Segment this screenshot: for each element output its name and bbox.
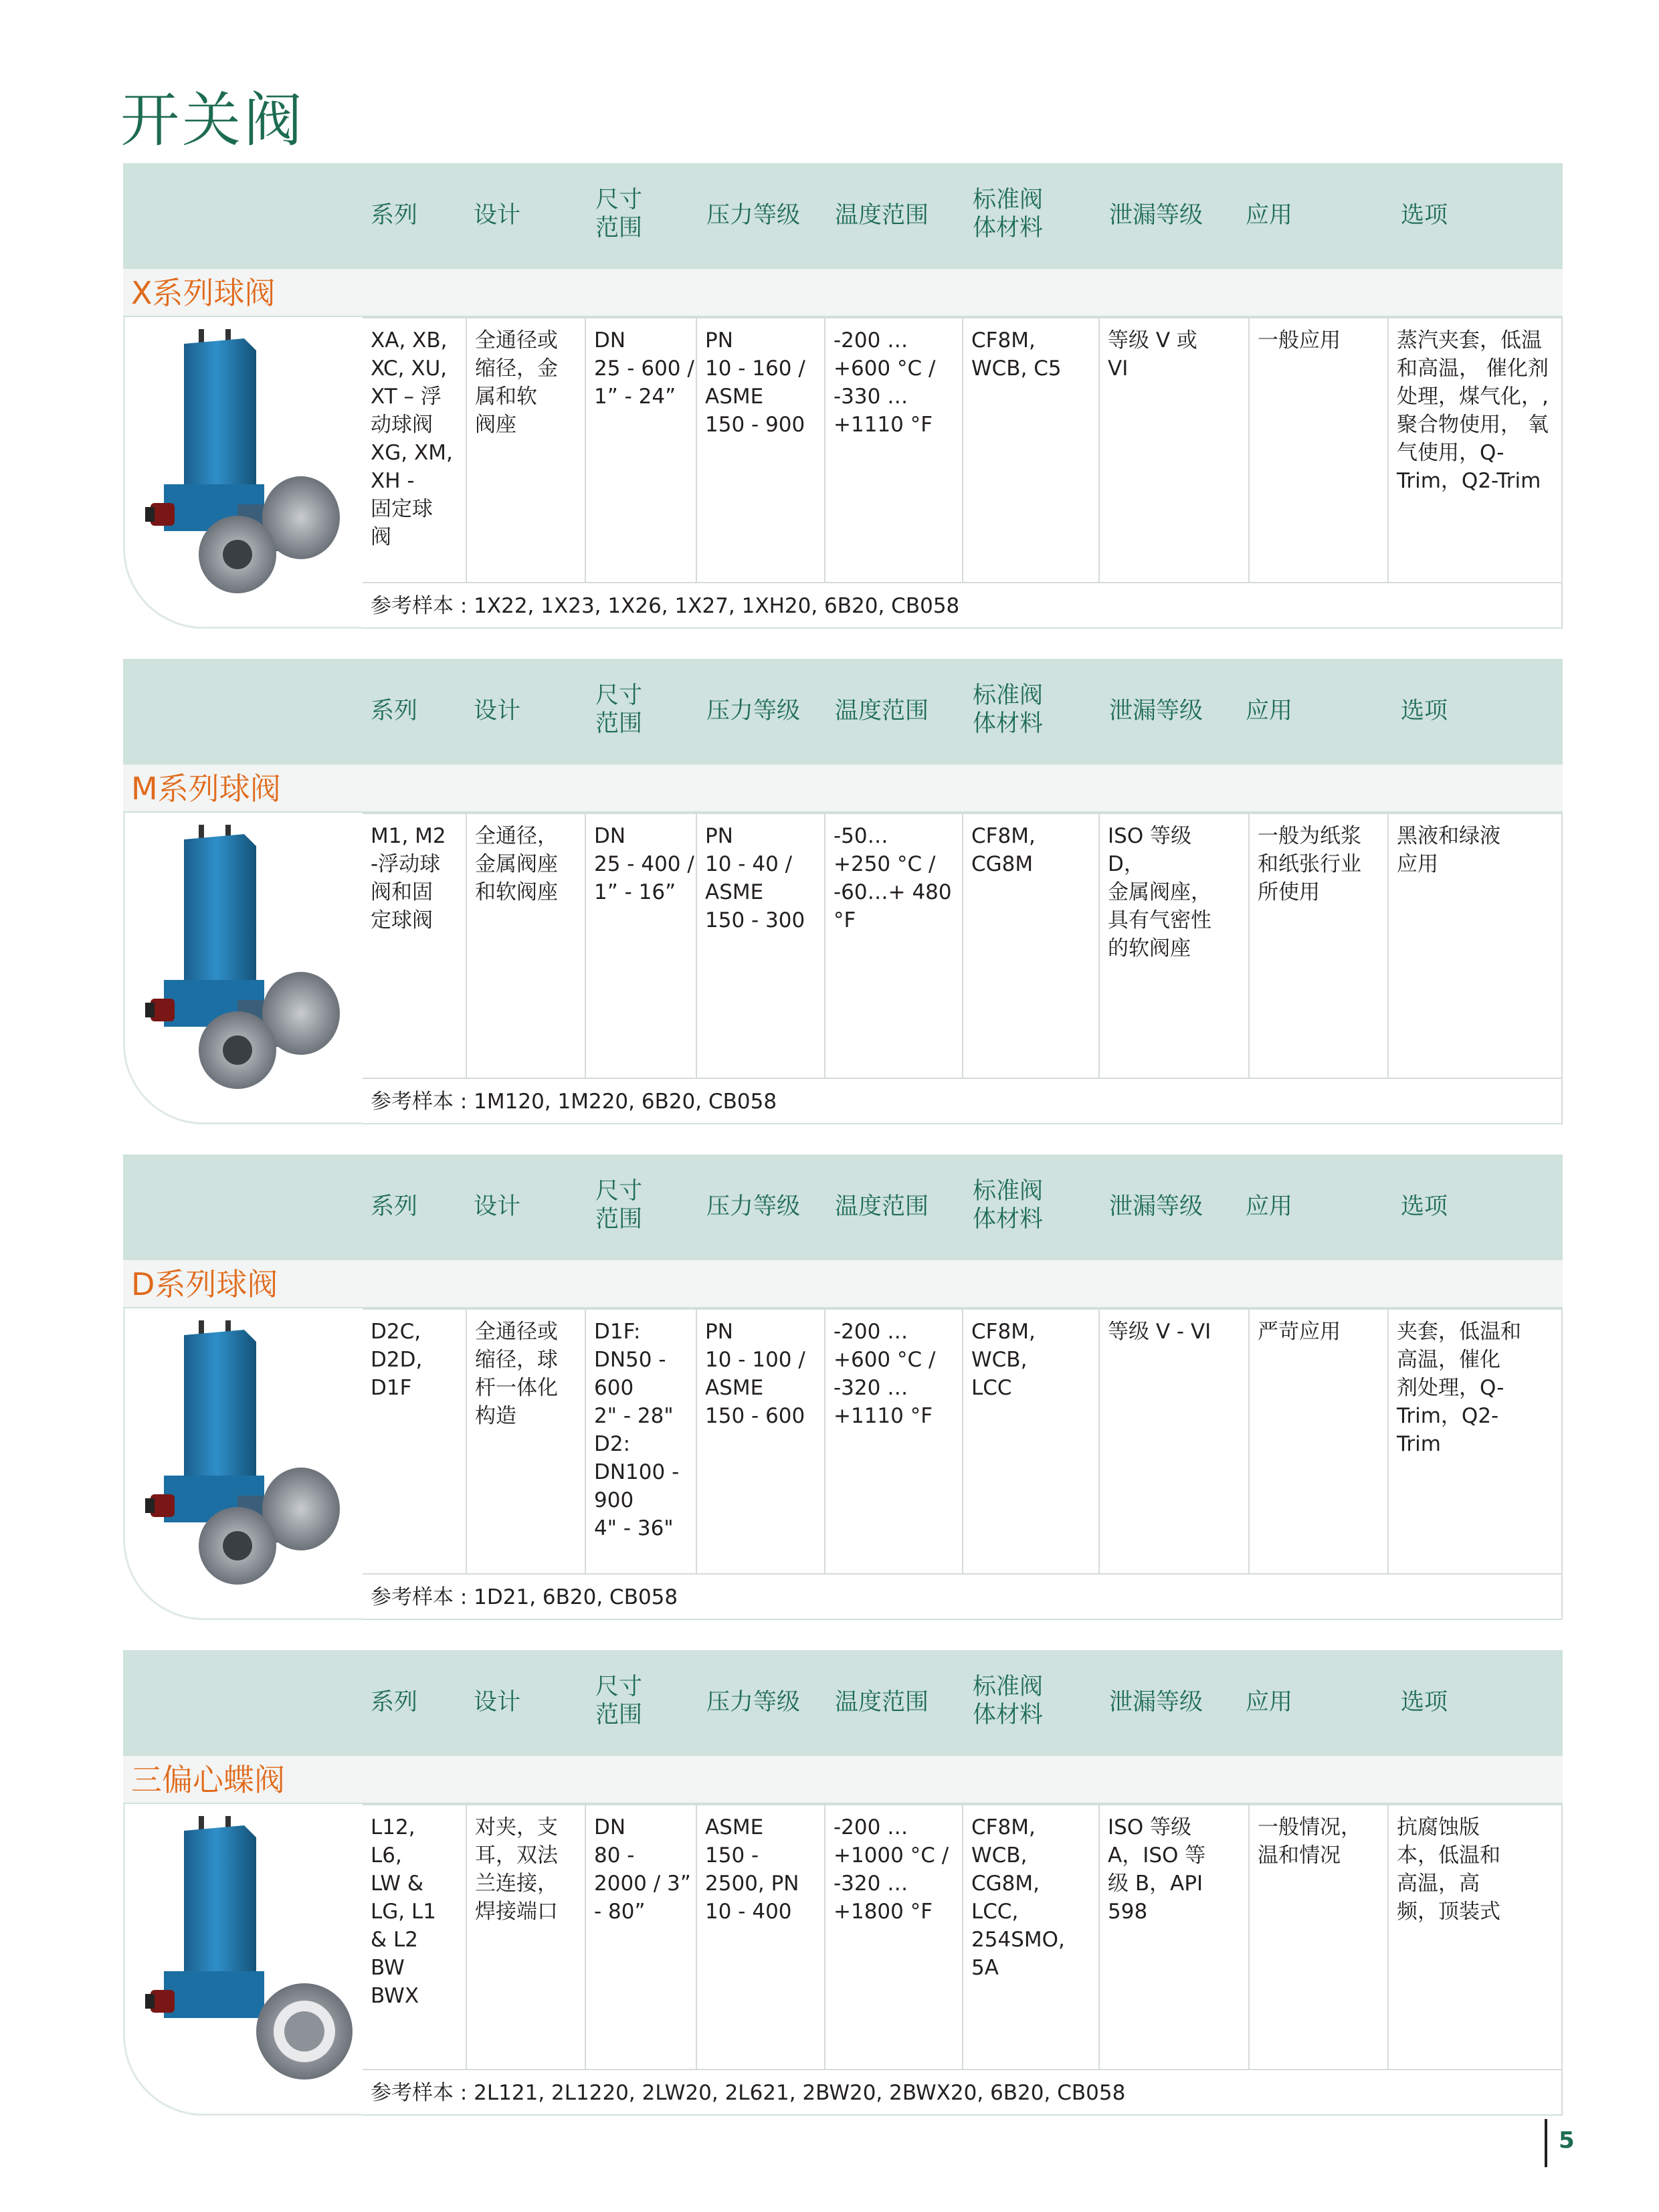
valve-section: [123, 163, 1563, 629]
cell-series: XA, XB, XC, XU, XT – 浮 动球阀 XG, XM, XH - 固定球 阀: [363, 318, 467, 582]
cell-design: 全通径或 缩径，金 属和软 阀座: [467, 318, 586, 582]
header-leakage-class: 泄漏等级: [1109, 1193, 1203, 1220]
cell-application: 一般应用: [1250, 318, 1389, 582]
valve-actuator-icon: [137, 324, 358, 598]
cell-options: 蒸汽夹套，低温 和高温， 催化剂 处理，煤气化，, 聚合物使用， 氧 气使用，Q- Trim，Q2-Trim: [1397, 328, 1549, 493]
cell-series: M1, M2 -浮动球 阀和固 定球阀: [363, 814, 467, 1078]
valve-actuator-icon: [137, 819, 358, 1094]
header-series: 系列: [371, 698, 418, 724]
reference-text: 参考样本 : 1D21, 6B20, CB058: [371, 1585, 678, 1609]
header-size-range: 尺寸 范围: [595, 187, 643, 241]
cell-body-material: CF8M, WCB, LCC: [963, 1310, 1100, 1573]
header-application: 应用: [1246, 202, 1293, 229]
page-number-divider: [1545, 2119, 1547, 2167]
cell-pressure-class: PN 10 - 100 / ASME 150 - 600: [697, 1310, 825, 1573]
valve-section: [123, 1650, 1563, 2116]
cell-design: 全通径， 金属阀座 和软阀座: [467, 814, 586, 1078]
header-series: 系列: [371, 1193, 418, 1220]
section-title: 三偏心蝶阀: [131, 1762, 285, 1798]
header-series: 系列: [371, 1689, 418, 1716]
header-leakage-class: 泄漏等级: [1109, 1689, 1203, 1716]
valve-actuator-icon: [137, 1315, 358, 1589]
column-header-band: [123, 1154, 1563, 1260]
header-design: 设计: [474, 698, 521, 724]
valve-section: [123, 1154, 1563, 1620]
cell-pressure-class: PN 10 - 160 / ASME 150 - 900: [697, 318, 825, 582]
cell-application: 一般情况， 温和情况: [1250, 1805, 1389, 2069]
header-temperature-range: 温度范围: [835, 1193, 929, 1220]
cell-design: 对夹，支 耳，双法 兰连接， 焊接端口: [467, 1805, 586, 2069]
reference-row: [363, 1573, 1563, 1620]
valve-section: [123, 659, 1563, 1124]
spec-grid: [363, 317, 1563, 582]
cell-temperature-range: -50… +250 °C / -60…+ 480 °F: [825, 814, 963, 1078]
header-body-material: 标准阀 体材料: [973, 187, 1044, 241]
header-body-material: 标准阀 体材料: [973, 1178, 1044, 1233]
header-leakage-class: 泄漏等级: [1109, 698, 1203, 724]
cell-temperature-range: -200 … +1000 °C / -320 … +1800 °F: [825, 1805, 963, 2069]
cell-design: 全通径或 缩径，球 杆一体化 构造: [467, 1310, 586, 1573]
header-design: 设计: [474, 202, 521, 229]
column-header-band: [123, 1650, 1563, 1756]
cell-size-range: DN 25 - 600 / 1” - 24”: [586, 318, 697, 582]
header-temperature-range: 温度范围: [835, 202, 929, 229]
header-size-range: 尺寸 范围: [595, 1178, 643, 1233]
cell-size-range: DN 25 - 400 / 1” - 16”: [586, 814, 697, 1078]
valve-image: [123, 1308, 363, 1620]
valve-image: [123, 317, 363, 629]
spec-grid: [363, 813, 1563, 1078]
valve-actuator-icon: [137, 1811, 358, 2085]
grid-right-border: [1561, 813, 1563, 1078]
header-pressure-class: 压力等级: [706, 1193, 801, 1220]
spec-grid: [363, 1804, 1563, 2069]
header-body-material: 标准阀 体材料: [973, 682, 1044, 737]
header-body-material: 标准阀 体材料: [973, 1674, 1044, 1728]
cell-options: 黑液和绿液 应用: [1397, 824, 1500, 876]
cell-options: 夹套，低温和 高温，催化 剂处理，Q- Trim，Q2- Trim: [1397, 1320, 1521, 1456]
cell-leakage-class: 等级 V 或 VI: [1100, 318, 1250, 582]
grid-right-border: [1561, 317, 1563, 582]
header-design: 设计: [474, 1193, 521, 1220]
cell-leakage-class: ISO 等级 A，ISO 等 级 B，API 598: [1100, 1805, 1250, 2069]
column-header-band: [123, 659, 1563, 765]
reference-row: [363, 2069, 1563, 2116]
reference-text: 参考样本 : 1M120, 1M220, 6B20, CB058: [371, 1090, 777, 1114]
reference-text: 参考样本 : 1X22, 1X23, 1X26, 1X27, 1XH20, 6B20, CB058: [371, 594, 960, 618]
header-options: 选项: [1401, 698, 1448, 724]
cell-leakage-class: ISO 等级 D， 金属阀座， 具有气密性 的软阀座: [1100, 814, 1250, 1078]
cell-application: 一般为纸浆 和纸张行业 所使用: [1250, 814, 1389, 1078]
cell-body-material: CF8M, WCB, CG8M, LCC, 254SMO, 5A: [963, 1805, 1100, 2069]
page-title: 开关阀: [120, 86, 306, 155]
section-title-band: [123, 1756, 1563, 1804]
cell-body-material: CF8M, CG8M: [963, 814, 1100, 1078]
section-title: X系列球阀: [131, 275, 276, 311]
header-pressure-class: 压力等级: [706, 202, 801, 229]
section-title: M系列球阀: [131, 771, 281, 807]
header-size-range: 尺寸 范围: [595, 1674, 643, 1728]
cell-pressure-class: PN 10 - 40 / ASME 150 - 300: [697, 814, 825, 1078]
reference-row: [363, 582, 1563, 629]
grid-right-border: [1561, 1804, 1563, 2069]
header-series: 系列: [371, 202, 418, 229]
header-options: 选项: [1401, 1193, 1448, 1220]
section-title: D系列球阀: [131, 1266, 278, 1302]
cell-temperature-range: -200 … +600 °C / -330 … +1110 °F: [825, 318, 963, 582]
header-size-range: 尺寸 范围: [595, 682, 643, 737]
cell-pressure-class: ASME 150 - 2500, PN 10 - 400: [697, 1805, 825, 2069]
cell-options: 抗腐蚀版 本，低温和 高温，高 频，顶装式: [1397, 1815, 1500, 1924]
cell-size-range: DN 80 - 2000 / 3” - 80”: [586, 1805, 697, 2069]
cell-body-material: CF8M, WCB, C5: [963, 318, 1100, 582]
header-temperature-range: 温度范围: [835, 1689, 929, 1716]
grid-right-border: [1561, 1308, 1563, 1573]
cell-size-range: D1F: DN50 - 600 2" - 28" D2: DN100 - 900 4" - 36": [586, 1310, 697, 1573]
cell-leakage-class: 等级 V - VI: [1100, 1310, 1250, 1573]
cell-application: 严苛应用: [1250, 1310, 1389, 1573]
cell-temperature-range: -200 … +600 °C / -320 … +1110 °F: [825, 1310, 963, 1573]
reference-text: 参考样本 : 2L121, 2L1220, 2LW20, 2L621, 2BW20, 2BWX20, 6B20, CB058: [371, 2081, 1126, 2105]
header-pressure-class: 压力等级: [706, 698, 801, 724]
column-header-band: [123, 163, 1563, 269]
header-temperature-range: 温度范围: [835, 698, 929, 724]
section-title-band: [123, 1260, 1563, 1308]
spec-grid: [363, 1308, 1563, 1573]
cell-series: D2C, D2D, D1F: [363, 1310, 467, 1573]
header-design: 设计: [474, 1689, 521, 1716]
cell-series: L12, L6, LW & LG, L1 & L2 BW BWX: [363, 1805, 467, 2069]
header-application: 应用: [1246, 698, 1293, 724]
reference-row: [363, 1078, 1563, 1124]
header-pressure-class: 压力等级: [706, 1689, 801, 1716]
header-options: 选项: [1401, 202, 1448, 229]
header-application: 应用: [1246, 1193, 1293, 1220]
header-leakage-class: 泄漏等级: [1109, 202, 1203, 229]
page-number: 5: [1559, 2127, 1575, 2154]
valve-image: [123, 813, 363, 1124]
header-application: 应用: [1246, 1689, 1293, 1716]
section-title-band: [123, 269, 1563, 317]
header-options: 选项: [1401, 1689, 1448, 1716]
section-title-band: [123, 765, 1563, 813]
valve-image: [123, 1804, 363, 2116]
